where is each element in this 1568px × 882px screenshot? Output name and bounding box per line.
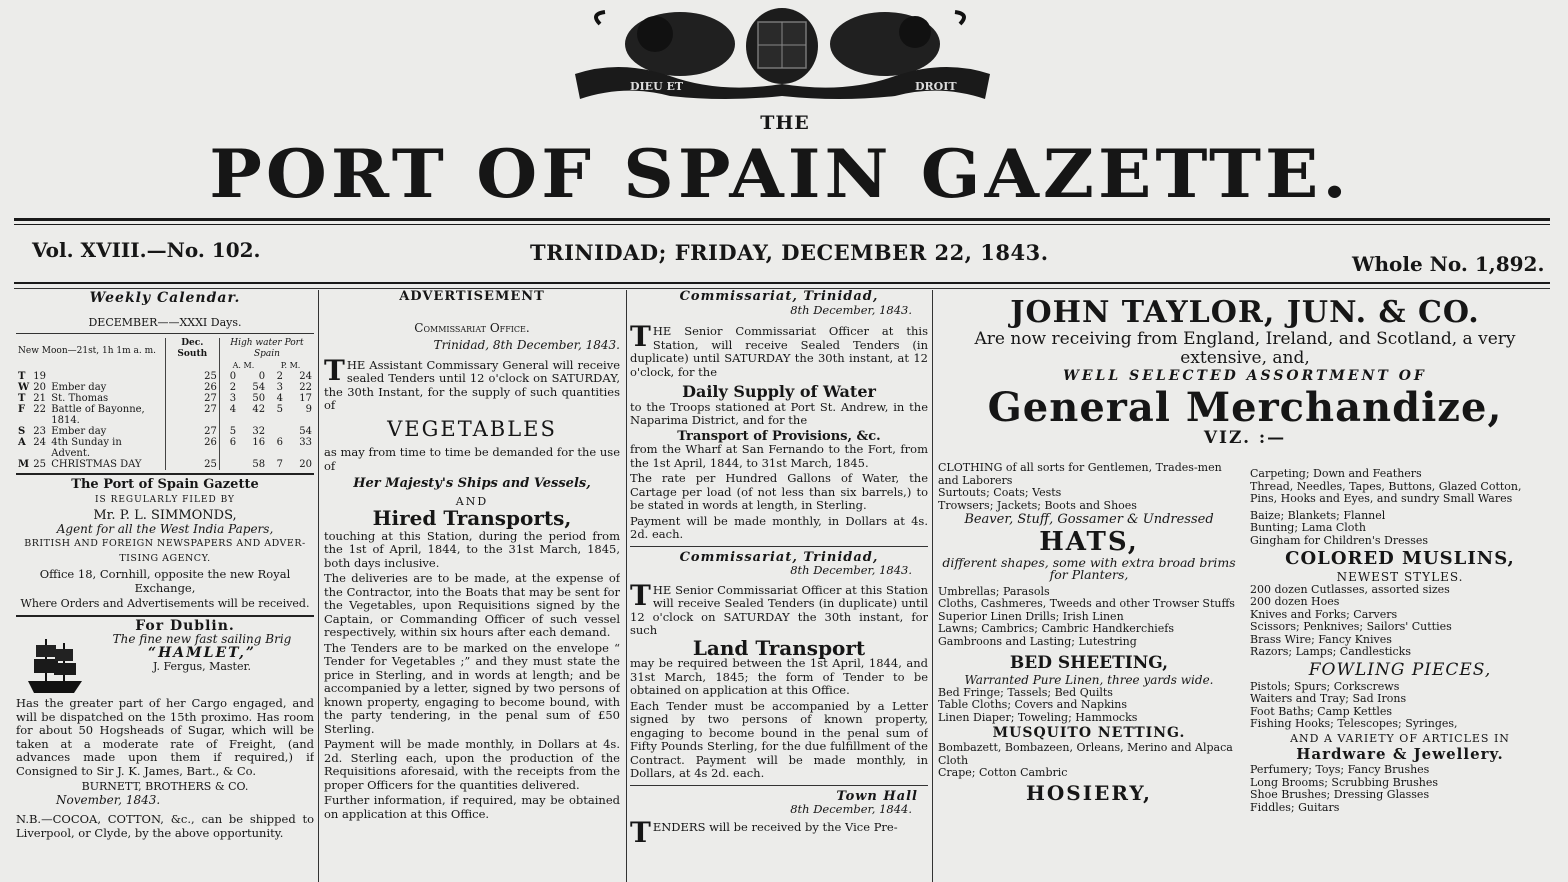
calendar-cell-p2: 24 [299, 371, 312, 382]
calendar-cell-p2: 22 [299, 382, 312, 393]
calendar-cell-a1: 6 [219, 437, 238, 459]
orders-line: Where Orders and Advertisements will be received. [20, 597, 310, 610]
wharf-text: from the Wharf at San Fernando to the Fort, from the 1st April, 1844, to 31st March, 1845. [630, 442, 928, 470]
simmonds-name: Mr. P. L. SIMMONDS, [93, 508, 237, 523]
calendar-cell-n: 20 [33, 382, 46, 393]
calendar-cell-e: St. Thomas [51, 393, 109, 404]
moon-phase: New Moon—21st, 1h 1m a. m. [18, 346, 157, 356]
bombazett: Bombazett, Bombazeen, Orleans, Merino and Alpaca Cloth [938, 741, 1233, 767]
trowsers: Trowsers; Jackets; Boots and Shoes [938, 498, 1137, 512]
fowling-pieces-heading: FOWLING PIECES, [1308, 659, 1492, 680]
required-text: may be required between the 1st April, 1844, and 31st March, 1845; the form of Tender to be obtained on application at this Office. [630, 656, 928, 697]
calendar-cell-s: 26 [165, 382, 219, 393]
calendar-cell-n: 19 [33, 371, 46, 382]
dateline: TRINIDAD; FRIDAY, DECEMBER 22, 1843. [530, 240, 1049, 265]
column-calendar [16, 290, 314, 882]
column-john-taylor-ad [938, 290, 1552, 882]
superior-linen: Superior Linen Drills; Irish Linen [938, 609, 1124, 623]
john-taylor-name: JOHN TAYLOR, JUN. & CO. [1010, 295, 1480, 330]
whole-number: Whole No. 1,892. [1352, 252, 1545, 276]
brig-line: The fine new fast sailing Brig [112, 632, 292, 646]
date-3: 8th December, 1844. [790, 802, 912, 816]
hardware-heading: Hardware & Jewellery. [1296, 745, 1504, 763]
scissors: Scissors; Penknives; Sailors' Cutties [1250, 620, 1452, 633]
pm-header: P. M. [280, 361, 301, 370]
calendar-cell-d: M [18, 459, 30, 470]
shapes: different shapes, some with extra broad brims for Planters, [942, 554, 1236, 582]
colored-muslins-heading: COLORED MUSLINS, [1285, 548, 1515, 569]
calendar-cell-n: 23 [33, 426, 46, 437]
tenders-text: The Tenders are to be marked on the envelope “ Tender for Vegetables ;” and they must state the price in Sterling, and in words at length; and be accompanied by a letter, signed by two persons of known property, engaging to become bound, with the party tendering, in the penal sum of £50 Sterling. [324, 640, 620, 736]
calendar-cell-n: 21 [33, 393, 46, 404]
hats-heading: HATS, [1039, 526, 1139, 557]
calendar-cell-p2: 33 [299, 437, 312, 448]
calendar-cell-a1: 0 [219, 371, 238, 382]
calendar-cell-p1: 7 [276, 459, 283, 470]
ad-right-list [1250, 468, 1550, 814]
commissariat-head-1: Commissariat, Trinidad, [679, 290, 879, 304]
gingham: Gingham for Children's Dresses [1250, 533, 1429, 547]
ad-left-list [938, 462, 1240, 806]
calendar-row [16, 404, 314, 426]
calendar-cell-p2: 17 [299, 393, 312, 404]
calendar-row [16, 459, 314, 470]
november-line: November, 1843. [56, 792, 161, 807]
musquito-heading: MUSQUITO NETTING. [992, 725, 1186, 741]
water-heading: Daily Supply of Water [682, 382, 876, 401]
hamlet-name: “HAMLET,” [148, 644, 256, 661]
calendar-cell-p1: 2 [276, 371, 283, 382]
calendar-cell-p1: 5 [276, 404, 283, 415]
cargo-text: Has the greater part of her Cargo engaged, and will be dispatched on the 15th proximo. Has room for about 50 Hogsheads of Sugar, which will be taken at a moderate rate of Freight, (and advances made upon them if required,) if Consigned to Sir J. K. James, Bart., & Co. [16, 696, 314, 778]
calendar-row [16, 393, 314, 404]
linen-diaper: Linen Diaper; Toweling; Hammocks [938, 710, 1138, 724]
calendar-cell-a2: 42 [252, 404, 266, 415]
column-commissariat [630, 290, 928, 882]
clothing: CLOTHING of all sorts for Gentlemen, Trades-men and Laborers [938, 461, 1222, 487]
land-intro: THE Senior Commissariat Officer at this Station will receive Sealed Tenders (in duplicate) until 12 o'clock on SATURDAY the 30th instant, for such [630, 578, 928, 637]
calendar-row [16, 426, 314, 437]
calendar-cell-d: T [18, 393, 26, 404]
calendar-cell-p1: 4 [276, 393, 283, 404]
calendar-cell-d: F [18, 404, 26, 415]
commissariat-head-2: Commissariat, Trinidad, [679, 549, 879, 565]
calendar-cell-p2: 9 [305, 404, 312, 415]
gazette-notice-title: The Port of Spain Gazette [71, 477, 259, 492]
office-line: Office 18, Cornhill, opposite the new Royal Exchange, [39, 567, 291, 595]
beaver: Beaver, Stuff, Gossamer & Undressed [964, 512, 1214, 527]
vegetables-intro: THE Assistant Commissary General will receive sealed Tenders until 12 o'clock on SATURDAY, the 30th Instant, for the supply of such quantities of [324, 353, 620, 412]
calendar-cell-n: 22 [33, 404, 46, 415]
calendar-cell-s: 27 [165, 404, 219, 426]
ships-heading: Her Majesty's Ships and Vessels, [353, 476, 591, 491]
calendar-cell-a1 [219, 459, 238, 470]
surtouts: Surtouts; Coats; Vests [938, 486, 1062, 499]
calendar-cell-p2: 20 [299, 459, 312, 470]
warranted: Warranted Pure Linen, three yards wide. [964, 673, 1214, 687]
commissariat-office: Commissariat Office. [414, 320, 530, 335]
calendar-cell-d: S [18, 426, 26, 437]
calendar-cell-a1: 2 [219, 382, 238, 393]
fishing-hooks: Fishing Hooks; Telescopes; Syringes, [1250, 717, 1458, 730]
gambroons: Gambroons and Lasting; Lutestring [938, 634, 1137, 648]
calendar-cell-e: CHRISTMAS DAY [51, 459, 142, 470]
bed-fringe: Bed Fringe; Tassels; Bed Quilts [938, 685, 1113, 699]
town-tenders: TENDERS will be received by the Vice Pre- [630, 815, 898, 849]
deliveries-text: The deliveries are to be made, at the expense of the Contractor, into the Boats that may be sent for the Vegetables, upon Requisitions signed by the Captain, or Commanding Officer of such vessel respectively, within six hours after each demand. [324, 571, 620, 639]
column-rule-3 [932, 290, 933, 882]
drop-cap: T [324, 353, 345, 387]
knives: Knives and Forks; Carvers [1250, 607, 1398, 621]
brass-wire: Brass Wire; Fancy Knives [1250, 632, 1392, 646]
calendar-cell-p1 [267, 426, 285, 437]
calendar-cell-e [49, 371, 165, 382]
royal-crest-logo [560, 4, 1005, 102]
long-brooms: Long Brooms; Scrubbing Brushes [1250, 775, 1438, 789]
payment-1-text: Payment will be made monthly, in Dollars at 4s. 2d. each. [630, 513, 928, 541]
water-intro: THE Senior Commissariat Officer at this Station, will receive Sealed Tenders (in duplicate) until SATURDAY the 30th instant, at 12 o'clock, for the [630, 320, 928, 379]
razors: Razors; Lamps; Candlesticks [1250, 645, 1411, 658]
masthead-rule [14, 218, 1550, 221]
calendar-cell-e: Battle of Bayonne, 1814. [51, 404, 145, 426]
calendar-cell-p1: 6 [276, 437, 283, 448]
nb-line: N.B.—COCOA, COTTON, &c., can be shipped to Liverpool, or Clyde, by the above opportunity. [16, 812, 314, 840]
baize: Baize; Blankets; Flannel [1250, 508, 1386, 522]
column-rule-1 [318, 290, 319, 882]
calendar-title: Weekly Calendar. [89, 290, 241, 306]
troops-text: to the Troops stationed at Port St. Andrew, in the Naparima District, and for the [630, 399, 928, 427]
receiving-line: Are now receiving from England, Ireland, and Scotland, a very extensive, and, [974, 329, 1516, 368]
calendar-cell-p2: 54 [299, 426, 312, 437]
calendar-table [16, 338, 314, 470]
burnett-line: BURNETT, BROTHERS & CO. [81, 780, 249, 793]
perfumery: Perfumery; Toys; Fancy Brushes [1250, 763, 1430, 776]
table-cloths: Table Cloths; Covers and Napkins [938, 698, 1127, 711]
volume-number: Vol. XVIII.—No. 102. [32, 238, 261, 262]
cutlasses: 200 dozen Cutlasses, assorted sizes [1250, 582, 1450, 596]
column-rule-2 [626, 290, 627, 882]
agent-line: Agent for all the West India Papers, [56, 521, 274, 536]
hired-heading: Hired Transports, [372, 506, 572, 530]
waiters: Waiters and Tray; Sad Irons [1250, 692, 1407, 705]
calendar-cell-s: 25 [165, 371, 219, 382]
and-line: AND [455, 494, 489, 508]
as-may-text: as may from time to time be demanded for the use of [324, 445, 620, 473]
calendar-rows [16, 371, 314, 470]
header-rule [14, 282, 1550, 284]
touching-text: touching at this Station, during the period from the 1st of April, 1844, to the 31st March, 1845, both days inclusive. [324, 528, 620, 570]
each-tender-text: Each Tender must be accompanied by a Letter signed by two persons of known property, engaging to become bound in the penal sum of Fifty Pounds Sterling, for the due fulfillment of the Contract. Payment will be made monthly, in Dollars, at 4s 2d. each. [630, 698, 928, 780]
bed-sheeting-heading: BED SHEETING, [1009, 653, 1169, 673]
newspaper-title: PORT OF SPAIN GAZETTE. [209, 134, 1351, 213]
lawns: Lawns; Cambrics; Cambric Handkerchiefs [938, 622, 1175, 635]
bunting: Bunting; Lama Cloth [1250, 521, 1366, 534]
calendar-cell-e: 4th Sunday in Advent. [51, 437, 122, 459]
ship-icon [26, 635, 84, 697]
masthead-the: THE [760, 112, 810, 134]
masthead-rule-thin [14, 224, 1550, 225]
shoe-brushes: Shoe Brushes; Dressing Glasses [1250, 788, 1430, 801]
crest-motto-right: DROIT [915, 80, 957, 93]
high-water-header: High water Port Spain [219, 338, 314, 360]
calendar-cell-d: A [18, 437, 26, 448]
viz-line: VIZ. :— [1203, 427, 1287, 448]
hoes: 200 dozen Hoes [1250, 595, 1340, 608]
calendar-cell-a2: 16 [252, 437, 266, 448]
column-vegetables [324, 290, 620, 882]
payment-text: Payment will be made monthly, in Dollars at 4s. 2d. Sterling each, upon the production of the Requisitions aforesaid, with the receipts from the proper Officers for the quantities delivered. [324, 737, 620, 792]
calendar-cell-n: 24 [33, 437, 46, 448]
calendar-cell-a2: 32 [252, 426, 266, 437]
calendar-cell-a1: 4 [219, 404, 238, 426]
further-text: Further information, if required, may be obtained on application at this Office. [324, 793, 620, 821]
calendar-cell-e: Ember day [51, 426, 107, 437]
master-line: J. Fergus, Master. [152, 660, 252, 673]
header-rule-thin [14, 288, 1550, 289]
crape: Crape; Cotton Cambric [938, 766, 1068, 779]
calendar-cell-a2: 58 [252, 459, 266, 470]
calendar-cell-a1: 3 [219, 393, 238, 404]
pistols: Pistols; Spurs; Corkscrews [1250, 679, 1400, 693]
foot-baths: Foot Baths; Camp Kettles [1250, 704, 1393, 718]
calendar-cell-a2: 50 [252, 393, 266, 404]
calendar-cell-s: 25 [165, 459, 219, 470]
calendar-cell-p1: 3 [276, 382, 283, 393]
newest-styles: NEWEST STYLES. [1336, 570, 1464, 584]
date-1: 8th December, 1843. [790, 302, 912, 317]
dec-south-header: Dec. South [165, 338, 219, 360]
calendar-row [16, 382, 314, 393]
calendar-cell-s: 27 [165, 393, 219, 404]
vegetables-heading: VEGETABLES [387, 416, 557, 441]
calendar-cell-s: 27 [165, 426, 219, 437]
general-merchandize: General Merchandize, [987, 383, 1503, 431]
land-transport-heading: Land Transport [692, 635, 866, 660]
calendar-cell-a2: 0 [258, 371, 266, 382]
fiddles: Fiddles; Guitars [1250, 800, 1340, 814]
cloths: Cloths, Cashmeres, Tweeds and other Trowser Stuffs [938, 597, 1235, 610]
thread: Thread, Needles, Tapes, Buttons, Glazed Cotton, Pins, Hooks and Eyes, and sundry Small Wares [1250, 479, 1522, 505]
dated-line: Trinidad, 8th December, 1843. [433, 338, 620, 352]
crest-motto-left: DIEU ET [630, 80, 684, 93]
calendar-cell-a1: 5 [219, 426, 238, 437]
transport-heading: Transport of Provisions, &c. [677, 428, 881, 444]
well-selected: WELL SELECTED ASSORTMENT OF [1063, 368, 1427, 384]
carpeting: Carpeting; Down and Feathers [1250, 467, 1422, 480]
date-2: 8th December, 1843. [790, 563, 912, 577]
calendar-cell-d: W [18, 382, 30, 393]
calendar-month: DECEMBER——XXXI Days. [88, 315, 242, 329]
calendar-cell-e: Ember day [51, 382, 107, 393]
calendar-header-row [16, 338, 314, 360]
agency-line: BRITISH AND FOREIGN NEWSPAPERS AND ADVER-TISING AGENCY. [24, 538, 306, 564]
town-hall-head: Town Hall [836, 788, 918, 804]
calendar-row [16, 437, 314, 459]
am-header: A. M. [219, 360, 267, 371]
advertisement-header: ADVERTISEMENT [399, 290, 545, 304]
variety-line: AND A VARIETY OF ARTICLES IN [1290, 731, 1510, 745]
calendar-cell-n: 25 [33, 459, 46, 470]
calendar-cell-d: T [18, 371, 26, 382]
dublin-title: For Dublin. [135, 617, 235, 634]
calendar-cell-s: 26 [165, 437, 219, 459]
rate-text: The rate per Hundred Gallons of Water, the Cartage per load (of not less than six barrels,) to be stated in words at length, in Sterling. [630, 471, 928, 512]
filed-by: IS REGULARLY FILED BY [95, 494, 235, 505]
calendar-row [16, 371, 314, 382]
calendar-cell-a2: 54 [252, 382, 266, 393]
umbrellas: Umbrellas; Parasols [938, 584, 1050, 598]
hosiery-heading: HOSIERY, [1025, 780, 1153, 805]
